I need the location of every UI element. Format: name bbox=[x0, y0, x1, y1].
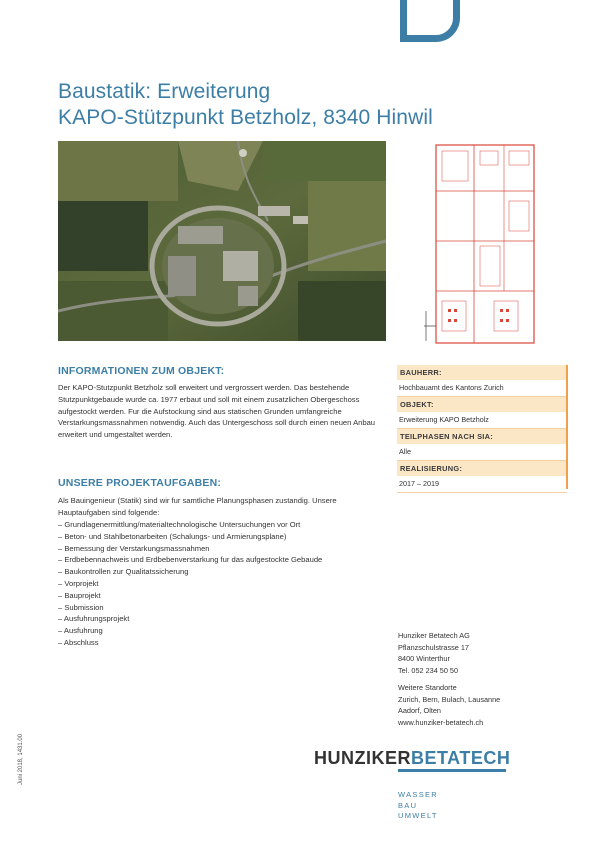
objekt-value: Erweiterung KAPO Betzholz bbox=[397, 412, 567, 429]
list-item: – Grundlagenermittlung/materialtechnologische Untersuchungen vor Ort bbox=[58, 520, 301, 529]
contact-block bbox=[398, 630, 500, 728]
floor-plan-drawing bbox=[424, 141, 540, 347]
tagline-wasser: WASSER bbox=[398, 790, 439, 799]
list-item: – Vorprojekt bbox=[58, 578, 99, 588]
list-item: – Bemessung der Verstarkungsmassnahmen bbox=[58, 543, 210, 553]
website-link[interactable]: www.hunziker-betatech.ch bbox=[398, 717, 484, 727]
company-name: Hunziker Betatech AG bbox=[398, 631, 470, 640]
locations-line-2: Aadorf, Olten bbox=[398, 706, 441, 715]
list-item: – Ausfuhrungsprojekt bbox=[58, 614, 130, 624]
info-table-accent-border bbox=[566, 365, 568, 489]
tasks-intro: Als Bauingenieur (Statik) sind wir fur samtliche Planungsphasen zustandig. Unsere Hauptaufgaben sind folgende: bbox=[58, 496, 337, 517]
bauherr-label: BAUHERR: bbox=[397, 365, 567, 380]
list-item: – Erdbebennachweis und Erdbebenverstarkung fur das aufgestockte Gebaude bbox=[58, 555, 323, 565]
teilphasen-value: Alle bbox=[397, 444, 567, 461]
info-paragraph: Der KAPO-Stutzpunkt Betzholz soll erweitert und vergrossert werden. Das bestehende Stutzpunktgebaude wurde ca. 1977 erbaut und soll mit einem zusatzlichen Obergeschoss aufgestockt werden. Fur die Aufstockung sind aus statischen Grunden umfangreiche Verstarkungsmassnahmen notwendig. Auch das Untergeschoss soll durch einen neuen Anbau erweitert und umgestaltet werden. bbox=[58, 383, 376, 440]
list-item: – Beton- und Stahlbetonarbeiten (Schalungs- und Armierungsplane) bbox=[58, 531, 287, 541]
realisierung-label: REALISIERUNG: bbox=[397, 461, 567, 476]
brand-tagline bbox=[398, 790, 438, 822]
list-item: – Ausfuhrung bbox=[58, 626, 103, 636]
project-info-table bbox=[397, 365, 567, 493]
tagline-umwelt: UMWELT bbox=[398, 811, 438, 820]
brand-logo-mark bbox=[400, 0, 460, 42]
section-heading-tasks: UNSERE PROJEKTAUFGABEN: bbox=[58, 477, 222, 489]
aerial-photo bbox=[58, 141, 386, 341]
locations-line-1: Zurich, Bern, Bulach, Lausanne bbox=[398, 694, 501, 704]
list-item: – Abschluss bbox=[58, 637, 99, 647]
brand-name-part-1: HUNZIKER bbox=[314, 748, 411, 768]
realisierung-value: 2017 – 2019 bbox=[397, 476, 567, 493]
section-heading-info: INFORMATIONEN ZUM OBJEKT: bbox=[58, 365, 225, 377]
brand-underline bbox=[398, 769, 506, 772]
bauherr-value: Hochbauamt des Kantons Zurich bbox=[397, 380, 567, 397]
street-address: Pflanzschulstrasse 17 bbox=[398, 642, 469, 652]
brand-wordmark bbox=[314, 748, 510, 770]
task-list bbox=[58, 519, 388, 649]
list-item: – Baukontrollen zur Qualitatssicherung bbox=[58, 567, 189, 577]
objekt-label: OBJEKT: bbox=[397, 397, 567, 412]
teilphasen-label: TEILPHASEN NACH SIA: bbox=[397, 429, 567, 444]
locations-label: Weitere Standorte bbox=[398, 683, 457, 692]
list-item: – Submission bbox=[58, 602, 104, 612]
tagline-bau: BAU bbox=[398, 800, 418, 810]
page-title-line-1: Baustatik: Erweiterung bbox=[58, 80, 271, 103]
document-date-code: Juni 2018, 1431.00 bbox=[18, 733, 24, 785]
page-title-line-2: KAPO-Stützpunkt Betzholz, 8340 Hinwil bbox=[58, 106, 433, 129]
phone-number: Tel. 052 234 50 50 bbox=[398, 665, 459, 675]
list-item: – Bauprojekt bbox=[58, 590, 101, 600]
city-address: 8400 Winterthur bbox=[398, 654, 450, 663]
brand-name-part-2: BETATECH bbox=[411, 748, 511, 768]
